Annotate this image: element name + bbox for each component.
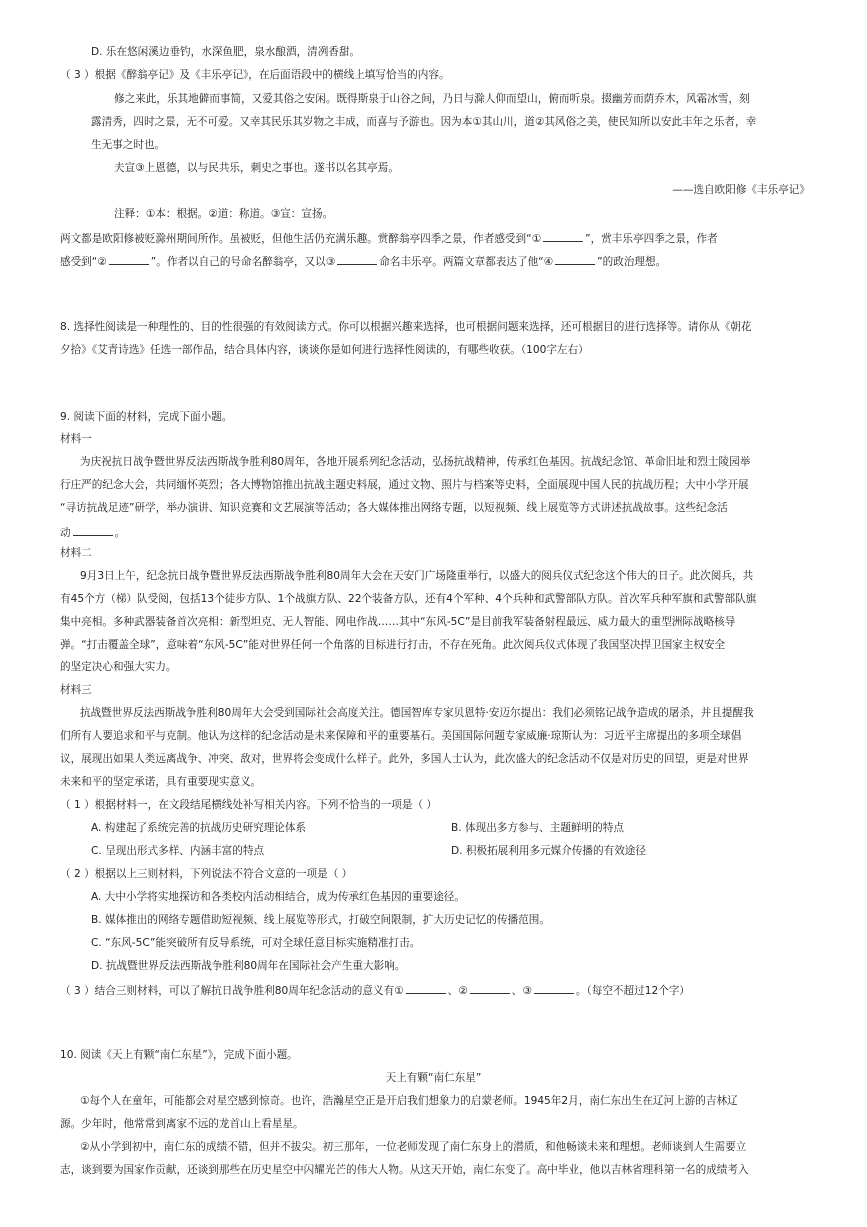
q10-line-1: ①每个人在童年，可能都会对星空感到惊奇。也许，浩瀚星空正是开启我们想象力的启蒙老师。1945年2月，南仁东出生在辽河上游的吉林辽: [80, 1095, 738, 1107]
answer-blank-3[interactable]: [337, 253, 377, 265]
q7-passage-line-2: 露清秀，四时之景，无不可爱。又幸其民乐其岁物之丰成，而喜与予游也。因为本①其山川，道②其风俗之美，使民知所以安此丰年之乐者，幸: [91, 116, 757, 128]
q9-sub2-option-c[interactable]: C. “东风-5C”能突破所有反导系统，可对全球任意目标实施精准打击。: [91, 937, 421, 949]
q7-fill-text-a: 两文都是欧阳修被贬滁州期间所作。虽被贬，但他生活仍充满乐趣。赏醉翁亭四季之景，作者感受到“①: [60, 233, 542, 245]
q7-fill-text-d: ”。作者以自己的号命名醉翁亭，又以③: [150, 256, 336, 268]
q9-material-2-title: 材料二: [60, 547, 92, 559]
q10-line-3: ②从小学到初中，南仁东的成绩不错，但并不拔尖。初三那年，一位老师发现了南仁东身上的潜质，和他畅谈未来和理想。老师谈到人生需要立: [80, 1141, 747, 1153]
q9-sub1-option-b[interactable]: B. 体现出多方参与、主题鲜明的特点: [451, 822, 624, 834]
q10-line-2: 源。少年时，他常常到离家不远的龙首山上看星星。: [60, 1118, 304, 1130]
q9-material-1-end-b: 。: [114, 527, 126, 539]
q7-fill-text-b: ”，赏丰乐亭四季之景，作者: [585, 233, 718, 245]
q9-material-1-end-a: 动: [60, 527, 71, 539]
q9-material-3-line-2: 们所有人要追求和平与克制。他认为这样的纪念活动是未来保障和平的重要基石。美国国际问题专家威廉·琼斯认为：习近平主席提出的多项全球倡: [60, 730, 742, 742]
q9-intro: 9. 阅读下面的材料，完成下面小题。: [60, 411, 233, 423]
q9-sub2-option-a[interactable]: A. 大中小学将实地探访和各类校内活动相结合，成为传承红色基因的重要途径。: [91, 891, 465, 903]
answer-blank-4[interactable]: [555, 253, 595, 265]
answer-blank-1[interactable]: [543, 230, 583, 242]
q9-sub3-text-a: （ 3 ）结合三则材料，可以了解抗日战争胜利80周年纪念活动的意义有①: [60, 985, 404, 997]
q9-sub3-text-d: 。（每空不超过12个字）: [575, 985, 690, 997]
q9-material-3-line-1: 抗战暨世界反法西斯战争胜利80周年大会受到国际社会高度关注。德国智库专家贝恩特·安迈尔提出：我们必须铭记战争造成的屠杀，并且提醒我: [80, 707, 754, 719]
q7-notes: 注释：①本：根据。②道：称道。③宣：宣扬。: [114, 208, 334, 220]
q10-line-4: 志，谈到要为国家作贡献，还谈到那些在历史星空中闪耀光芒的伟大人物。从这天开始，南仁东变了。高中毕业，他以吉林省理科第一名的成绩考入: [60, 1164, 749, 1176]
q9-sub3-text-c: 、③: [511, 985, 532, 997]
q9-sub1-option-c[interactable]: C. 呈现出形式多样、内涵丰富的特点: [91, 845, 265, 857]
q9-material-3-line-4: 未来和平的坚定承诺，具有重要现实意义。: [60, 776, 262, 788]
q9-sub1-option-a[interactable]: A. 构建起了系统完善的抗战历史研究理论体系: [91, 822, 307, 834]
q9-material-1-line-3: “寻访抗战足迹”研学，举办演讲、知识竞赛和文艺展演等活动；各大媒体推出网络专题，以短视频、线上展览等方式讲述抗战故事。这些纪念活: [60, 502, 728, 514]
answer-blank-m1[interactable]: [73, 524, 113, 536]
q7-fill-text-f: ”的政治理想。: [597, 256, 667, 268]
q10-intro: 10. 阅读《天上有颗“南仁东星”》，完成下面小题。: [60, 1049, 298, 1061]
q7-sub3-prompt: （ 3 ）根据《醉翁亭记》及《丰乐亭记》，在后面语段中的横线上填写恰当的内容。: [60, 69, 450, 81]
q9-sub2-option-b[interactable]: B. 媒体推出的网络专题借助短视频、线上展览等形式，打破空间限制，扩大历史记忆的传播范围。: [91, 914, 550, 926]
q9-sub3-text-b: 、②: [447, 985, 468, 997]
answer-blank-q9-1[interactable]: [406, 982, 446, 994]
q9-sub2-option-d[interactable]: D. 抗战暨世界反法西斯战争胜利80周年在国际社会产生重大影响。: [91, 960, 406, 972]
q7-fill-line-2: [60, 253, 666, 269]
q7-fill-line-1: [60, 230, 718, 246]
q9-material-1-title: 材料一: [60, 433, 92, 445]
q7-passage-line-3: 生无事之时也。: [91, 139, 166, 151]
answer-blank-2[interactable]: [109, 253, 149, 265]
q8-line-2: 夕拾》《艾青诗选》任选一部作品，结合具体内容，谈谈你是如何进行选择性阅读的，有哪些收获。（100字左右）: [60, 344, 589, 356]
q7-fill-text-e: 命名丰乐亭。两篇文章都表达了他“④: [379, 256, 554, 268]
q7-source: ——选自欧阳修《丰乐亭记》: [672, 184, 810, 196]
q9-material-2-line-1: 9月3日上午，纪念抗日战争暨世界反法西斯战争胜利80周年大会在天安门广场隆重举行，以盛大的阅兵仪式纪念这个伟大的日子。此次阅兵，共: [80, 570, 754, 582]
q9-material-2-line-4: 弹。“打击覆盖全球”，意味着“东风-5C”能对世界任何一个角落的目标进行打击，不存在死角。此次阅兵仪式体现了我国坚决捍卫国家主权安全: [60, 639, 726, 651]
q9-sub1-prompt: （ 1 ）根据材料一，在文段结尾横线处补写相关内容。下列不恰当的一项是（ ）: [60, 799, 438, 811]
q7-passage-line-1: 修之来此，乐其地僻而事简，又爱其俗之安闲。既得斯泉于山谷之间，乃日与滁人仰而望山，俯而听泉。掇幽芳而荫乔木，风霜冰雪，刻: [114, 93, 750, 105]
q9-material-1-line-1: 为庆祝抗日战争暨世界反法西斯战争胜利80周年，各地开展系列纪念活动，弘扬抗战精神，传承红色基因。抗战纪念馆、革命旧址和烈士陵园举: [80, 456, 751, 468]
q7-fill-text-c: 感受到“②: [60, 256, 107, 268]
q9-material-2-line-5: 的坚定决心和强大实力。: [60, 661, 177, 673]
q9-material-1-line-4: [60, 524, 125, 540]
q10-article-title: 天上有颗“南仁东星”: [385, 1072, 482, 1084]
answer-blank-q9-2[interactable]: [470, 982, 510, 994]
answer-blank-q9-3[interactable]: [534, 982, 574, 994]
q8-line-1: 8. 选择性阅读是一种理性的、目的性很强的有效阅读方式。你可以根据兴趣来选择，也可根据问题来选择，还可根据目的进行选择等。请你从《朝花: [60, 321, 752, 333]
q9-material-2-line-2: 有45个方（梯）队受阅，包括13个徒步方队、1个战旗方队、22个装备方队，还有4个军种、4个兵种和武警部队方队。首次军兵种军旗和武警部队旗: [60, 593, 757, 605]
q9-material-3-title: 材料三: [60, 684, 92, 696]
q9-sub3-line: [60, 982, 690, 998]
q7-passage-line-4: 夫宣③上恩德，以与民共乐，刺史之事也。遂书以名其亭焉。: [114, 162, 399, 174]
q9-sub2-prompt: （ 2 ）根据以上三则材料，下列说法不符合文意的一项是（ ）: [60, 868, 353, 880]
q9-material-2-line-3: 集中亮相。多种武器装备首次亮相：新型坦克、无人智能、网电作战……其中“东风-5C”是目前我军装备射程最远、威力最大的重型洲际战略核导: [60, 616, 736, 628]
q9-material-3-line-3: 议，展现出如果人类远离战争、冲突、敌对，世界将会变成什么样子。此外，多国人士认为，此次盛大的纪念活动不仅是对历史的回望，更是对世界: [60, 753, 749, 765]
q9-sub1-option-d[interactable]: D. 积极拓展利用多元媒介传播的有效途径: [451, 845, 646, 857]
q7-option-d: D. 乐在悠闲溪边垂钓，水深鱼肥，泉水酿酒，清冽香甜。: [91, 46, 361, 58]
q9-material-1-line-2: 行庄严的纪念大会，共同缅怀英烈；各大博物馆推出抗战主题史料展，通过文物、照片与档案等史料，全面展现中国人民的抗战历程；大中小学开展: [60, 479, 749, 491]
